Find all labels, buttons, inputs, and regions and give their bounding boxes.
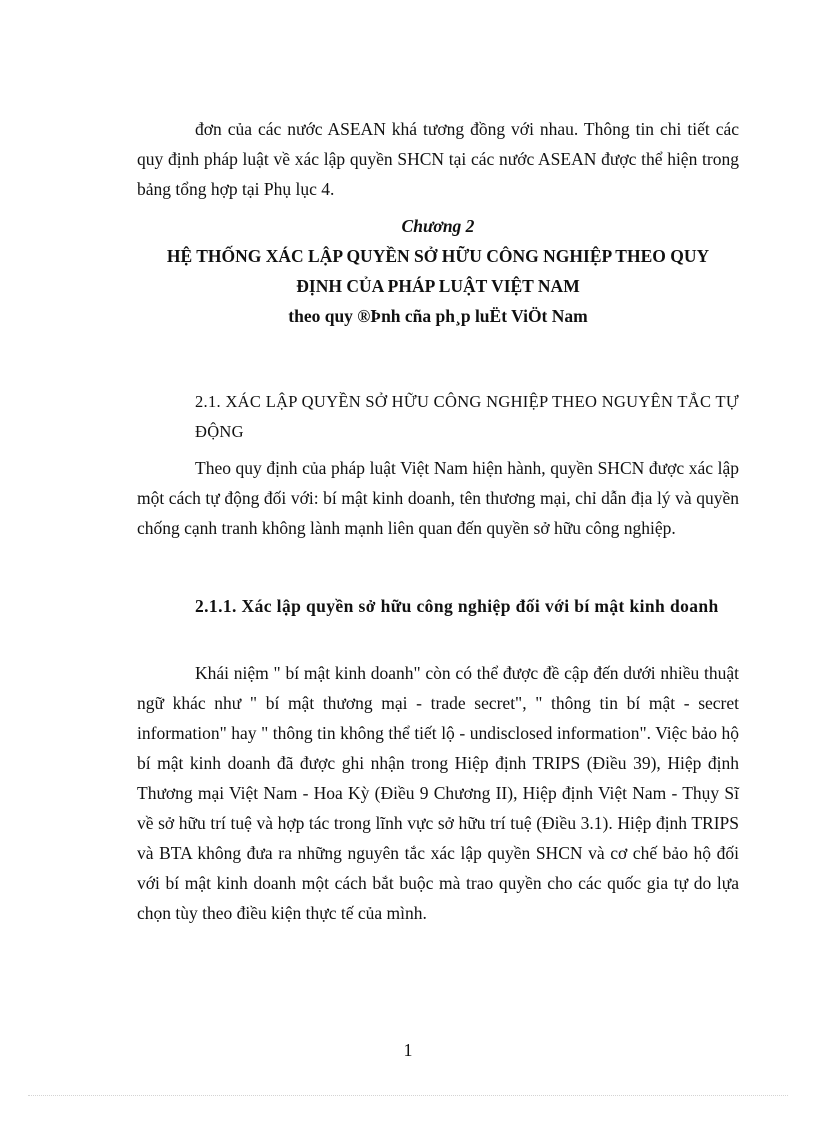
trade-secret-paragraph-block bbox=[137, 658, 739, 928]
chapter-garbled-subtitle: theo quy ®Þnh cña ph¸p luËt ViÖt Nam bbox=[288, 306, 588, 326]
trade-secret-paragraph: Khái niệm " bí mật kinh doanh" còn có thể được đề cập đến dưới nhiều thuật ngữ khác như " bí mật thương mại - trade secret", " thông tin bí mật - secret information" hay " thông tin không thể tiết lộ - undisclosed information". Việc bảo hộ bí mật kinh doanh đã được ghi nhận trong Hiệp định TRIPS (Điều 39), Hiệp định Thương mại Việt Nam - Hoa Kỳ (Điều 9 Chương II), Hiệp định Việt Nam - Thụy Sĩ về sở hữu trí tuệ và hợp tác trong lĩnh vực sở hữu trí tuệ (Điều 3.1). Hiệp định TRIPS và BTA không đưa ra những nguyên tắc xác lập quyền SHCN và cơ chế bảo hộ đối với bí mật kinh doanh một cách bắt buộc mà trao quyền cho các quốc gia tự do lựa chọn tùy theo điều kiện thực tế của mình. bbox=[137, 663, 739, 923]
section-2-1-1-block bbox=[137, 591, 739, 621]
chapter-heading-block bbox=[137, 211, 739, 331]
page-bottom-divider bbox=[28, 1095, 788, 1096]
section-heading-2-1-1: 2.1.1. Xác lập quyền sở hữu công nghiệp đối với bí mật kinh doanh bbox=[195, 596, 719, 616]
page-number: 1 bbox=[403, 1040, 413, 1060]
intro-paragraph: đơn của các nước ASEAN khá tương đồng với nhau. Thông tin chi tiết các quy định pháp luật về xác lập quyền SHCN tại các nước ASEAN được thể hiện trong bảng tổng hợp tại Phụ lục 4. bbox=[137, 119, 739, 199]
auto-establish-paragraph: Theo quy định của pháp luật Việt Nam hiện hành, quyền SHCN được xác lập một cách tự động đối với: bí mật kinh doanh, tên thương mại, chỉ dẫn địa lý và quyền chống cạnh tranh không lành mạnh liên quan đến quyền sở hữu công nghiệp. bbox=[137, 458, 739, 538]
chapter-title-line2: ĐỊNH CỦA PHÁP LUẬT VIỆT NAM bbox=[296, 276, 580, 296]
chapter-label: Chương 2 bbox=[401, 216, 475, 236]
auto-establish-paragraph-block bbox=[137, 453, 739, 543]
section-heading-2-1: 2.1. XÁC LẬP QUYỀN SỞ HỮU CÔNG NGHIỆP THEO NGUYÊN TẮC TỰ ĐỘNG bbox=[195, 392, 739, 441]
intro-paragraph-block bbox=[137, 114, 739, 204]
section-2-1-block bbox=[137, 387, 739, 447]
chapter-title-line1: HỆ THỐNG XÁC LẬP QUYỀN SỞ HỮU CÔNG NGHIỆP THEO QUY bbox=[166, 246, 710, 266]
